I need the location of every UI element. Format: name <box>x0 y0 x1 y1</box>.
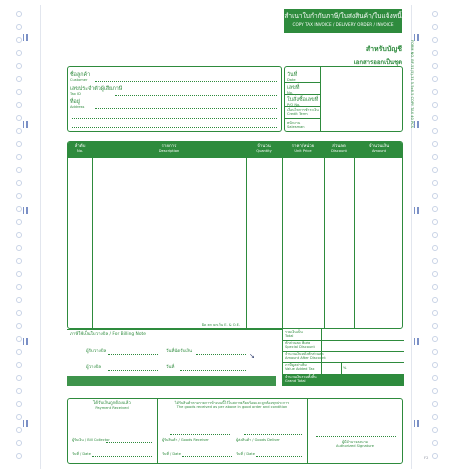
authorized-signature-label: ผู้มีอำนาจลงนาม Authorized Signature <box>336 440 374 449</box>
meta-value-field[interactable] <box>321 67 402 131</box>
items-table-header <box>68 142 403 158</box>
goods-received-label: ได้รับสินค้าตามรายการข้างบนนี้ไว้ในสภาพเรียบร้อยและถูกต้องทุกประการ The goods received as per above in good order and condition <box>174 401 290 410</box>
col-description: รายการ Description <box>158 144 180 153</box>
po-label: ใบสั่งซื้อเลขที่ P/O No. <box>287 97 319 107</box>
collector-date-label: วันที่ / Date <box>72 452 91 456</box>
invoice-no-label: เลขที่ No. <box>287 85 300 95</box>
special-discount-label: หักส่วนลด พิเศษ Special Discount <box>285 341 315 350</box>
col-unit-price: ราคา/หน่วย Unit Price <box>291 144 315 153</box>
bill-date-label: วันที่ <box>166 365 175 370</box>
bill-collector-label: ผู้รับเงิน / Bill Collector <box>72 438 110 442</box>
form-code: FORM NO. BF-51(5)-31 5.5x8.5 COPY TAX 40 PCS <box>410 40 414 128</box>
customer-field-input[interactable] <box>95 70 277 128</box>
totals-value-input[interactable] <box>323 329 403 362</box>
col-quantity: จำนวน Quantity <box>256 144 272 153</box>
copy-type-label: เอกสารออกเป็นชุด <box>353 59 402 66</box>
eoe-note: ผิด ตก ยกเว้น E. & O.E. <box>201 323 240 327</box>
salesman-label: พนักงาน Salesman <box>287 121 305 130</box>
signature-field[interactable] <box>68 418 402 436</box>
goods-receiver-label: ผู้รับสินค้า / Goods Receiver <box>162 438 209 442</box>
col-no: ลำดับ No. <box>74 144 86 153</box>
col-amount: จำนวนเงิน Amount <box>368 144 390 153</box>
bill-receiver-label: ผู้รับวางบิล <box>86 349 107 354</box>
after-discount-label: จำนวนเงินหลังหักส่วนลด Amount After Discount <box>285 352 326 361</box>
totals-box <box>282 329 404 386</box>
cursor-arrow-icon: ↘ <box>249 352 255 360</box>
grand-total-row: จำนวนเงินรวมทั้งสิ้น Grand Total <box>283 374 404 386</box>
amount-in-words-box[interactable] <box>67 376 276 386</box>
billing-title: ภาษีใช้เป็นใบวางบิล / For Billing Note <box>70 332 146 337</box>
customer-name-label: ชื่อลูกค้า Customer <box>70 72 91 82</box>
col-discount: ส่วนลด Discount <box>331 144 347 153</box>
total-label: รวมเงินเป็น Total <box>285 330 303 339</box>
items-body-input[interactable] <box>68 158 403 329</box>
title-thai: สำเนาใบกำกับภาษี/ใบส่งสินค้า/ใบแจ้งหนี้ <box>284 12 402 20</box>
customer-address-label: ที่อยู่ Address <box>70 99 85 109</box>
bill-due-date-label: วันที่นัดรับเงิน <box>166 349 193 354</box>
credit-term-label: เงื่อนไขการชำระเงิน Credit Term <box>287 108 319 117</box>
customer-taxid-label: เลขประจำตัวผู้เสียภาษี Tax ID <box>70 86 123 96</box>
copy-for-label: สำหรับบัญชี <box>365 45 402 53</box>
page-mark: F2 <box>424 456 429 460</box>
title-english: COPY TAX INVOICE / DELIVERY ORDER / INVOICE <box>292 22 394 27</box>
biller-label: ผู้วางบิล <box>86 365 102 370</box>
goods-deliver-label: ผู้ส่งสินค้า / Goods Deliver <box>236 438 280 442</box>
receiver-date-label: วันที่ / Date <box>162 452 181 456</box>
payment-received-label: ได้รับเงินถูกต้องแล้ว Payment Received <box>93 401 131 410</box>
items-table <box>67 141 403 329</box>
vat-label: ภาษีมูลค่าเพิ่ม Value Added Tax <box>285 363 315 372</box>
deliver-date-label: วันที่ / Date <box>236 452 255 456</box>
title-banner <box>284 9 402 33</box>
date-label: วันที่ Date <box>287 72 298 82</box>
vat-percent-sign: % <box>343 366 347 370</box>
